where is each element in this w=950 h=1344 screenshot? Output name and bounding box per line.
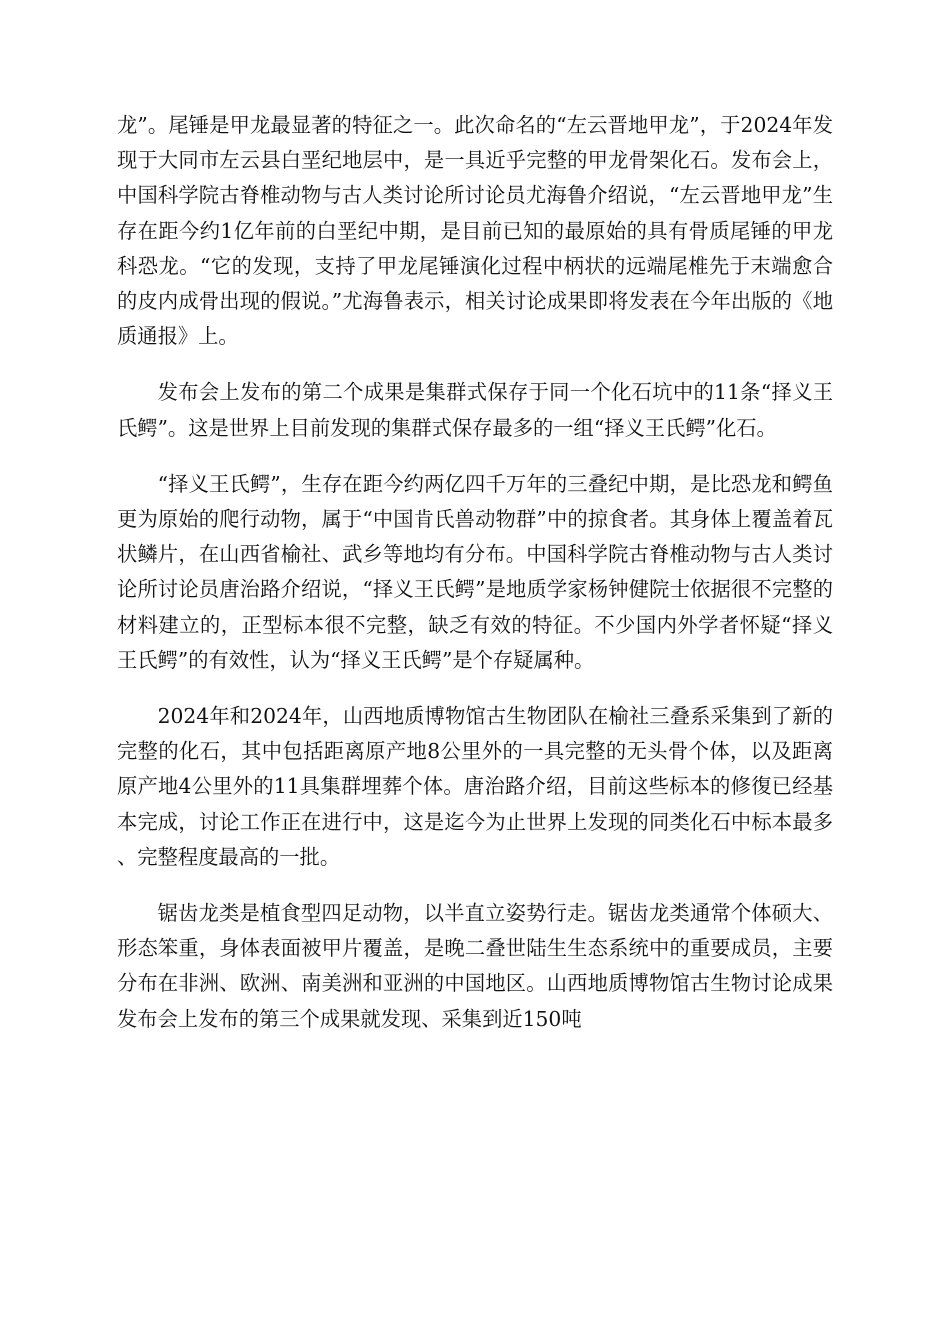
paragraph-1: 龙”。尾锤是甲龙最显著的特征之一。此次命名的“左云晋地甲龙”，于2024年发现于大同市左云县白垩纪地层中，是一具近乎完整的甲龙骨架化石。发布会上，中国科学院古脊椎动物与古人类讨论所讨论员尤海鲁介绍说，“左云晋地甲龙”生存在距今约1亿年前的白垩纪中期，是目前已知的最原始的具有骨质尾锤的甲龙科恐龙。“它的发现，支持了甲龙尾锤演化过程中柄状的远端尾椎先于末端愈合的皮内成骨出现的假说。”尤海鲁表示，相关讨论成果即将发表在今年出版的《地质通报》上。 <box>117 113 833 349</box>
paragraph-4: 2024年和2024年，山西地质博物馆古生物团队在榆社三叠系采集到了新的完整的化石，其中包括距离原产地8公里外的一具完整的无头骨个体，以及距离原产地4公里外的11具集群埋葬个体。唐治路介绍，目前这些标本的修復已经基本完成，讨论工作正在进行中，这是迄今为止世界上发现的同类化石中标本最多、完整程度最高的一批。 <box>117 704 833 869</box>
paragraph-3: “择义王氏鳄”，生存在距今约两亿四千万年的三叠纪中期，是比恐龙和鳄鱼更为原始的爬行动物，属于“中国肯氏兽动物群”中的掠食者。其身体上覆盖着瓦状鳞片，在山西省榆社、武乡等地均有分布。中国科学院古脊椎动物与古人类讨论所讨论员唐治路介绍说，“择义王氏鳄”是地质学家杨钟健院士依据很不完整的材料建立的，正型标本很不完整，缺乏有效的特征。不少国内外学者怀疑“择义王氏鳄”的有效性，认为“择义王氏鳄”是个存疑属种。 <box>117 471 833 672</box>
article-body <box>117 108 833 1058</box>
paragraph-5: 锯齿龙类是植食型四足动物，以半直立姿势行走。锯齿龙类通常个体硕大、形态笨重，身体表面被甲片覆盖，是晚二叠世陆生生态系统中的重要成员，主要分布在非洲、欧洲、南美洲和亚洲的中国地区。山西地质博物馆古生物讨论成果发布会上发布的第三个成果就发现、采集到近150吨 <box>117 901 833 1031</box>
paragraph-2: 发布会上发布的第二个成果是集群式保存于同一个化石坑中的11条“择义王氏鳄”。这是世界上目前发现的集群式保存最多的一组“择义王氏鳄”化石。 <box>117 380 833 440</box>
